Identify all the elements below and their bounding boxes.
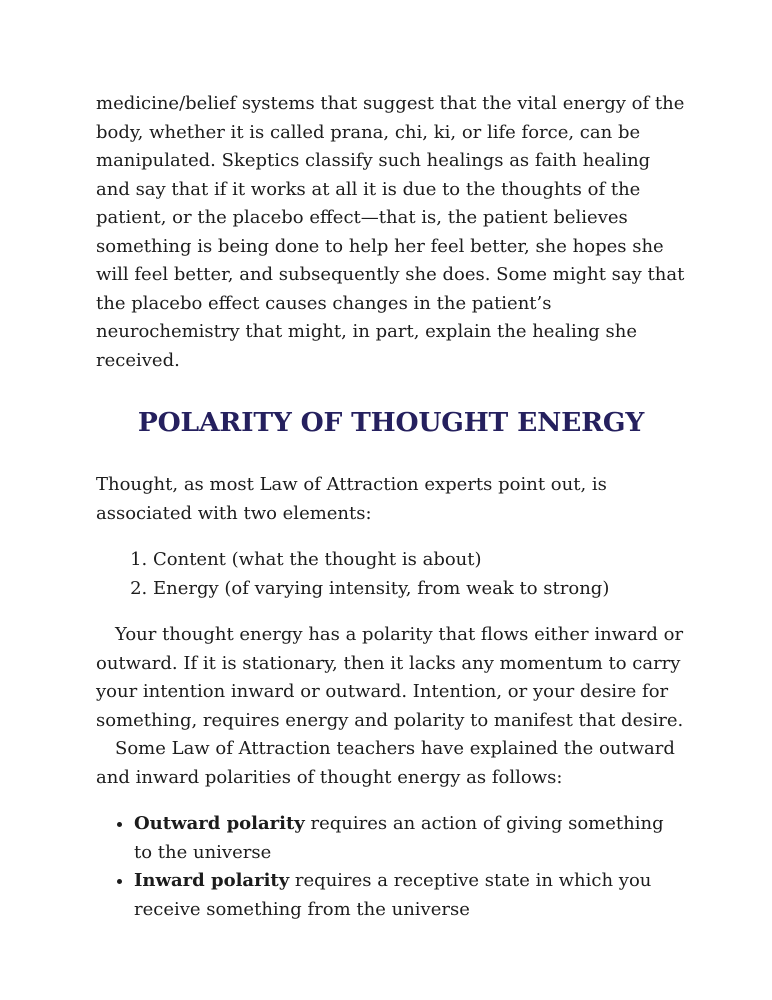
thought-paragraph: Thought, as most Law of Attraction experts point out, is associated with two elements: [96,474,607,524]
numbered-list-item-content: 1. Content (what the thought is about) [153,546,686,575]
intro-paragraph: medicine/belief systems that suggest that the vital energy of the body, whether it is called prana, chi, ki, or life force, can be manipulated. Skeptics classify such healings as faith healing and say that if it works at all it is due to the thoughts of the patient, or the placebo effect—that is, the patient believes something is being done to help her feel better, she hopes she will feel better, and subsequently she does. Some might say that the placebo effect causes changes in the patient’s neurochemistry that might, in part, explain the healing she received. [96,93,685,371]
bullet-list [96,810,686,924]
bullet-term-inward: Inward polarity [134,870,290,891]
bullet-item-outward [134,810,686,867]
teachers-paragraph: Some Law of Attraction teachers have explained the outward and inward polarities of thought energy as follows: [96,738,675,788]
numbered-list [96,546,686,603]
bullet-term-outward: Outward polarity [134,813,305,834]
bullet-text-outward: requires an action of giving something to the universe [134,813,664,863]
numbered-list-item-energy: 2. Energy (of varying intensity, from weak to strong) [153,575,686,604]
document-page [96,90,686,924]
polarity-paragraph: Your thought energy has a polarity that flows either inward or outward. If it is stationary, then it lacks any momentum to carry your intention inward or outward. Intention, or your desire for something, requires energy and polarity to manifest that desire. [96,624,684,731]
bullet-text-inward: requires a receptive state in which you receive something from the universe [134,870,652,920]
section-heading: POLARITY OF THOUGHT ENERGY [137,407,645,438]
bullet-item-inward [134,867,686,924]
